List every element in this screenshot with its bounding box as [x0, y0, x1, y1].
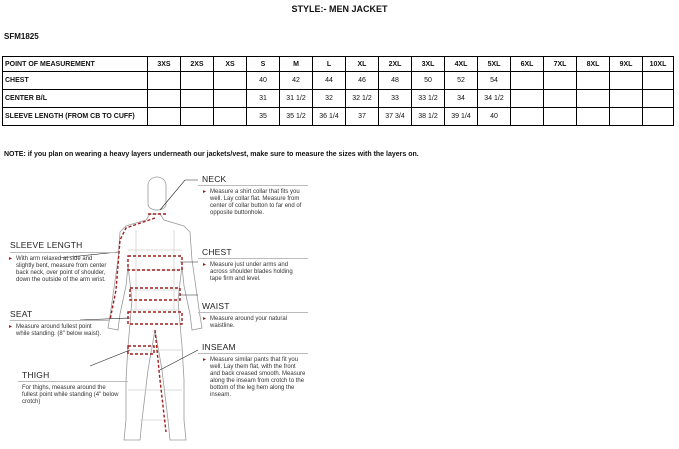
figure-head — [148, 177, 166, 210]
table-cell — [577, 90, 610, 108]
measurement-guide — [0, 170, 679, 449]
inseam-line — [155, 330, 166, 432]
table-cell — [181, 108, 214, 126]
table-cell — [214, 90, 247, 108]
table-cell: 52 — [445, 72, 478, 90]
column-header-size: S — [247, 57, 280, 72]
table-cell — [511, 108, 544, 126]
table-cell: 40 — [247, 72, 280, 90]
column-header-size: 10XL — [643, 57, 674, 72]
seat-label: SEAT — [10, 309, 33, 319]
table-cell — [643, 72, 674, 90]
table-cell — [577, 108, 610, 126]
table-cell — [511, 72, 544, 90]
column-header-size: 5XL — [478, 57, 511, 72]
table-cell: 34 1/2 — [478, 90, 511, 108]
layering-note: NOTE: if you plan on wearing a heavy layers underneath our jackets/vest, make sure to measure the sizes with the layers on. — [4, 151, 419, 158]
table-row — [3, 90, 674, 108]
size-chart-table — [2, 56, 674, 126]
table-cell: 39 1/4 — [445, 108, 478, 126]
table-cell — [577, 72, 610, 90]
row-label: SLEEVE LENGTH (FROM CB TO CUFF) — [3, 108, 148, 126]
sleeve-length-description: ▸ With arm relaxed at side and slightly bent, measure from center back neck, over point of shoulder, down the outside of the arm wrist. — [16, 256, 108, 284]
table-cell — [643, 108, 674, 126]
table-cell: 31 — [247, 90, 280, 108]
table-cell: 48 — [379, 72, 412, 90]
table-cell: 32 1/2 — [346, 90, 379, 108]
seat-line — [128, 312, 182, 324]
waist-description: ▸ Measure around your natural waistline. — [210, 316, 306, 330]
table-cell: 38 1/2 — [412, 108, 445, 126]
thigh-description: For thighs, measure around the fullest point while standing (4" below crotch) — [22, 385, 119, 405]
table-cell — [511, 90, 544, 108]
table-cell: 35 — [247, 108, 280, 126]
column-header-size: 8XL — [577, 57, 610, 72]
column-header-size: XL — [346, 57, 379, 72]
inseam-description: ▸ Measure similar pants that fit you well. Lay them flat, with the front and back creased smooth. Measure along the inseam from crotch to the bottom of the leg hem along the inseam. — [210, 357, 306, 399]
chest-description: ▸ Measure just under arms and across shoulder blades holding tape firm and level. — [210, 262, 306, 283]
column-header-size: 2XS — [181, 57, 214, 72]
column-header-size: XS — [214, 57, 247, 72]
seat-description: ▸ Measure around fullest point while standing. (8" below waist). — [16, 324, 104, 338]
table-cell — [181, 72, 214, 90]
column-header-size: 3XL — [412, 57, 445, 72]
column-header-point-of-measurement: POINT OF MEASUREMENT — [3, 57, 148, 72]
table-cell: 44 — [313, 72, 346, 90]
column-header-size: 6XL — [511, 57, 544, 72]
table-cell — [148, 90, 181, 108]
table-cell: 40 — [478, 108, 511, 126]
style-code: SFM1825 — [4, 32, 39, 41]
column-header-size: 2XL — [379, 57, 412, 72]
table-cell — [610, 72, 643, 90]
table-row — [3, 72, 674, 90]
chest-label: CHEST — [202, 247, 232, 257]
table-cell: 32 — [313, 90, 346, 108]
table-cell — [214, 72, 247, 90]
figure-torso — [108, 214, 202, 440]
row-label: CHEST — [3, 72, 148, 90]
table-cell: 35 1/2 — [280, 108, 313, 126]
table-cell: 34 — [445, 90, 478, 108]
neck-description: ▸ Measure a shirt collar that fits you well. Lay collar flat. Measure from center of collar button to far end of opposite buttonhole. — [210, 189, 306, 217]
neck-label: NECK — [202, 174, 227, 184]
column-header-size: M — [280, 57, 313, 72]
table-cell — [148, 108, 181, 126]
table-cell: 36 1/4 — [313, 108, 346, 126]
table-row — [3, 108, 674, 126]
table-header-row — [3, 57, 674, 72]
table-cell — [544, 72, 577, 90]
table-cell: 50 — [412, 72, 445, 90]
table-cell: 37 — [346, 108, 379, 126]
table-cell — [181, 90, 214, 108]
column-header-size: 9XL — [610, 57, 643, 72]
table-cell: 33 1/2 — [412, 90, 445, 108]
table-cell: 46 — [346, 72, 379, 90]
body-figure — [0, 170, 679, 449]
row-label: CENTER B/L — [3, 90, 148, 108]
inseam-label: INSEAM — [202, 342, 236, 352]
table-cell: 54 — [478, 72, 511, 90]
table-cell — [544, 90, 577, 108]
table-cell: 37 3/4 — [379, 108, 412, 126]
table-cell: 42 — [280, 72, 313, 90]
thigh-label: THIGH — [22, 370, 50, 380]
table-cell — [610, 108, 643, 126]
table-cell — [148, 72, 181, 90]
table-cell — [214, 108, 247, 126]
waist-label: WAIST — [202, 301, 230, 311]
table-cell — [544, 108, 577, 126]
column-header-size: 4XL — [445, 57, 478, 72]
page-title: STYLE:- MEN JACKET — [291, 4, 388, 14]
column-header-size: 3XS — [148, 57, 181, 72]
table-cell — [643, 90, 674, 108]
table-cell: 33 — [379, 90, 412, 108]
column-header-size: L — [313, 57, 346, 72]
table-cell: 31 1/2 — [280, 90, 313, 108]
column-header-size: 7XL — [544, 57, 577, 72]
table-cell — [610, 90, 643, 108]
sleeve-length-label: SLEEVE LENGTH — [10, 240, 83, 250]
